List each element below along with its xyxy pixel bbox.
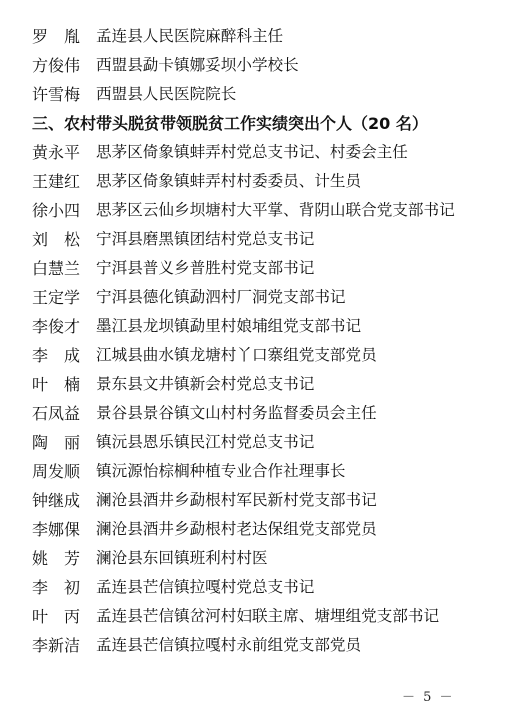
list-item [32,254,492,283]
list-item [32,544,492,573]
person-name: 白慧兰 [32,259,81,278]
person-role: 江城县曲水镇龙塘村丫口寨组党支部党员 [96,346,377,364]
person-role: 镇沅源怡棕榈种植专业合作社理事长 [96,462,346,480]
list-item [32,341,492,370]
person-role: 澜沧县酒井乡勐根村老达保组党支部党员 [96,520,377,538]
list-item [32,631,492,660]
person-role: 宁洱县普义乡普胜村党支部书记 [96,259,315,277]
person-role: 墨江县龙坝镇勐里村娘埔组党支部书记 [96,317,362,335]
list-item [32,428,492,457]
person-role: 思茅区倚象镇蚌弄村党总支书记、村委会主任 [96,143,408,161]
person-role: 思茅区云仙乡坝塘村大平掌、背阴山联合党支部书记 [96,201,455,219]
person-name: 黄永平 [32,143,81,162]
person-name: 钟继成 [32,491,81,510]
list-item [32,167,492,196]
document-body [32,22,492,660]
list-item [32,370,492,399]
person-name: 李俊才 [32,317,81,336]
list-item [32,399,492,428]
person-name: 王定学 [32,288,81,307]
person-name: 石凤益 [32,404,81,423]
person-name: 李 初 [32,578,81,597]
person-role: 思茅区倚象镇蚌弄村村委委员、计生员 [96,172,362,190]
person-name: 许雪梅 [32,85,81,104]
list-item [32,283,492,312]
person-name: 李 成 [32,346,81,365]
page-number: － 5 － [402,690,455,705]
person-role: 镇沅县恩乐镇民江村党总支书记 [96,433,315,451]
list-item [32,602,492,631]
list-item [32,515,492,544]
person-role: 景东县文井镇新会村党总支书记 [96,375,315,393]
list-item [32,457,492,486]
list-item [32,80,492,109]
person-role: 孟连县芒信镇拉嘎村永前组党支部党员 [96,636,362,654]
person-role: 西盟县勐卡镇娜妥坝小学校长 [96,56,299,74]
list-item [32,22,492,51]
person-name: 李新洁 [32,636,81,655]
person-name: 周发顺 [32,462,81,481]
person-name: 叶 丙 [32,607,81,626]
person-name: 刘 松 [32,230,81,249]
list-item [32,573,492,602]
section-heading: 三、农村带头脱贫带领脱贫工作实绩突出个人（20 名） [32,114,428,133]
person-role: 澜沧县酒井乡勐根村军民新村党支部书记 [96,491,377,509]
person-role: 西盟县人民医院院长 [96,85,237,103]
person-role: 景谷县景谷镇文山村村务监督委员会主任 [96,404,377,422]
person-name: 叶 楠 [32,375,81,394]
list-item [32,312,492,341]
person-name: 方俊伟 [32,56,81,75]
person-name: 王建红 [32,172,81,191]
list-item [32,225,492,254]
person-role: 孟连县人民医院麻醉科主任 [96,27,284,45]
person-name: 李娜倮 [32,520,81,539]
person-name: 徐小四 [32,201,81,220]
person-role: 宁洱县磨黑镇团结村党总支书记 [96,230,315,248]
person-name: 罗 胤 [32,27,81,46]
person-role: 孟连县芒信镇拉嘎村党总支书记 [96,578,315,596]
person-role: 澜沧县东回镇班利村村医 [96,549,268,567]
list-item [32,138,492,167]
person-name: 姚 芳 [32,549,81,568]
person-role: 孟连县芒信镇岔河村妇联主席、塘埋组党支部书记 [96,607,440,625]
person-name: 陶 丽 [32,433,81,452]
list-item [32,486,492,515]
list-item [32,51,492,80]
person-role: 宁洱县德化镇勐泗村厂洞党支部书记 [96,288,346,306]
list-item [32,196,492,225]
